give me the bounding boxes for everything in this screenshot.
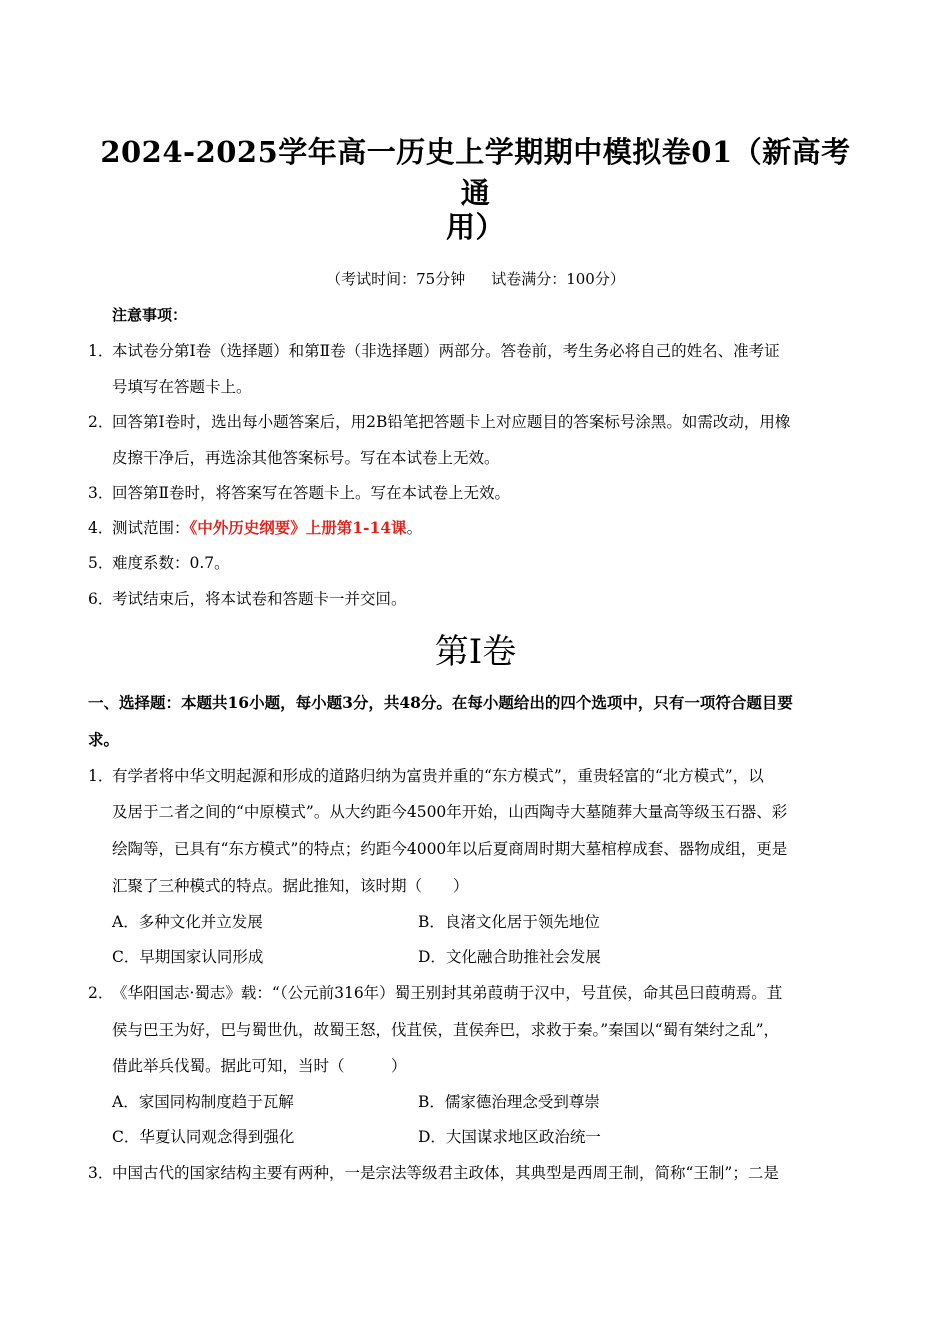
question-text: 《华阳国志·蜀志》载：“（公元前316年）蜀王别封其弟葭萌于汉中，号苴侯，命其邑曰葭萌焉。苴 <box>112 984 783 1002</box>
option-c[interactable]: C．早期国家认同形成 <box>112 948 264 966</box>
option-a[interactable]: A．家国同构制度趋于瓦解 <box>112 1093 294 1111</box>
note-number: 6． <box>88 590 114 608</box>
question-number: 1． <box>88 767 114 785</box>
notes-heading: 注意事项： <box>112 306 188 324</box>
note-text: 难度系数：0.7。 <box>112 554 230 572</box>
exam-title-line-1: 2024-2025学年高一历史上学期期中模拟卷01（新高考通 <box>100 135 851 210</box>
note-text: 回答第Ⅰ卷时，选出每小题答案后，用2B铅笔把答题卡上对应题目的答案标号涂黑。如需改动，用橡 <box>112 413 791 431</box>
exam-time: （考试时间：75分钟 <box>326 270 466 288</box>
question-number: 2． <box>88 984 114 1002</box>
note-number: 2． <box>88 413 114 431</box>
note-text: 号填写在答题卡上。 <box>112 378 252 396</box>
option-c[interactable]: C．华夏认同观念得到强化 <box>112 1128 295 1146</box>
note-text: 本试卷分第Ⅰ卷（选择题）和第Ⅱ卷（非选择题）两部分。答卷前，考生务必将自己的姓名、准考证 <box>112 342 780 360</box>
section-title: 第Ⅰ卷 <box>434 632 517 672</box>
question-number: 3． <box>88 1164 114 1182</box>
exam-title-line-2: 用） <box>445 210 505 244</box>
option-b[interactable]: B．儒家德治理念受到尊崇 <box>418 1093 600 1111</box>
test-range-highlight: 《中外历史纲要》上册第1-14课 <box>189 518 407 537</box>
note-text: 回答第Ⅱ卷时，将答案写在答题卡上。写在本试卷上无效。 <box>112 484 511 502</box>
question-text: 绘陶等，已具有“东方模式”的特点；约距今4000年以后夏商周时期大墓棺椁成套、器物成组，更是 <box>112 840 788 858</box>
question-text: 中国古代的国家结构主要有两种，一是宗法等级君主政体，其典型是西周王制，简称“王制”；二是 <box>112 1164 779 1182</box>
full-score: 试卷满分：100分） <box>491 270 625 288</box>
note-text <box>112 518 422 538</box>
note-number: 3． <box>88 484 114 502</box>
question-text: 汇聚了三种模式的特点。据此推知，该时期（ ） <box>112 877 469 895</box>
question-text: 有学者将中华文明起源和形成的道路归纳为富贵并重的“东方模式”，重贵轻富的“北方模式”，以 <box>112 767 764 785</box>
note-text: 皮擦干净后，再选涂其他答案标号。写在本试卷上无效。 <box>112 449 500 467</box>
question-text: 借此举兵伐蜀。据此可知，当时（ ） <box>112 1057 407 1075</box>
question-text: 及居于二者之间的“中原模式”。从大约距今4500年开始，山西陶寺大墓随葬大量高等级玉石器、彩 <box>112 803 788 821</box>
note-number: 5． <box>88 554 114 572</box>
part-instructions: 求。 <box>88 730 120 749</box>
note-number: 1． <box>88 342 114 360</box>
test-range-label: 测试范围： <box>112 519 190 537</box>
question-text: 侯与巴王为好，巴与蜀世仇，故蜀王怒，伐苴侯，苴侯奔巴，求救于秦。”秦国以“蜀有桀纣之乱”， <box>112 1021 780 1039</box>
test-range-suffix: 。 <box>406 519 423 537</box>
option-d[interactable]: D．大国谋求地区政治统一 <box>418 1128 601 1146</box>
part-instructions: 一、选择题：本题共16小题，每小题3分，共48分。在每小题给出的四个选项中，只有一项符合题目要 <box>88 693 793 712</box>
note-number: 4． <box>88 519 114 537</box>
option-d[interactable]: D．文化融合助推社会发展 <box>418 948 601 966</box>
option-a[interactable]: A．多种文化并立发展 <box>112 913 263 931</box>
option-b[interactable]: B．良渚文化居于领先地位 <box>418 913 600 931</box>
note-text: 考试结束后，将本试卷和答题卡一并交回。 <box>112 590 407 608</box>
exam-info <box>88 268 863 289</box>
